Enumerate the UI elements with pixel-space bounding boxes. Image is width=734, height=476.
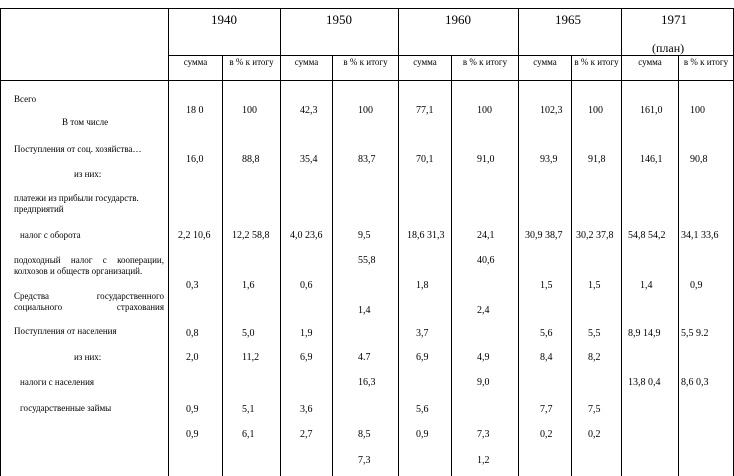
table-cell: 30,2 37,8: [576, 230, 614, 241]
column-rule: [621, 8, 622, 476]
table-cell: 2,0: [186, 352, 199, 363]
table-cell: 0,9: [186, 404, 199, 415]
row-label-of-which: из них:: [74, 352, 102, 362]
table-cell: 2,2 10,6: [178, 230, 211, 241]
table-cell: 8,6 0,3: [681, 377, 709, 388]
year-header-1940: 1940: [211, 12, 237, 27]
table-cell: 100: [358, 105, 373, 116]
table-cell: 30,9 38,7: [525, 230, 563, 241]
table-cell: 0,2: [588, 429, 601, 440]
table-cell: 77,1: [416, 105, 434, 116]
table-cell: 5,6: [416, 404, 429, 415]
subheader-sum: сумма: [533, 57, 557, 67]
table-cell: 18,6 31,3: [407, 230, 445, 241]
table-cell: 54,8 54,2: [628, 230, 666, 241]
table-cell: 0,9: [186, 429, 199, 440]
year-header-rule: [168, 55, 734, 56]
subheader-sum: сумма: [413, 57, 437, 67]
subheader-sum: сумма: [183, 57, 208, 67]
row-label-total: Всего: [14, 94, 37, 104]
table-cell: 83,7: [358, 154, 376, 165]
table-cell: 100: [477, 105, 492, 116]
subheader-percent: в % к итогу: [229, 57, 274, 67]
table-cell: 1,5: [540, 280, 553, 291]
subheader-percent: в % к итогу: [683, 57, 729, 67]
row-label-of-which: из них:: [74, 169, 102, 179]
year-header-1965: 1965: [555, 12, 581, 27]
table-cell: 7,5: [588, 404, 601, 415]
table-cell: 2,4: [477, 305, 490, 316]
row-label-profit-payments: платежи из прибыли государств. предприятий: [14, 193, 139, 214]
row-label-including: В том числе: [62, 117, 109, 127]
table-cell: 2,7: [300, 429, 313, 440]
column-rule: [222, 55, 223, 476]
table-cell: 24,1: [477, 230, 495, 241]
table-cell: 13,8 0,4: [628, 377, 661, 388]
table-cell: 8,5: [358, 429, 371, 440]
table-cell: 1,4: [640, 280, 653, 291]
table-cell: 100: [588, 105, 603, 116]
table-cell: 6,9: [416, 352, 429, 363]
table-cell: 6,9: [300, 352, 313, 363]
table-cell: 88,8: [242, 154, 260, 165]
table-cell: 100: [690, 105, 705, 116]
table-cell: 8,9 14,9: [628, 328, 661, 339]
row-label-income-tax: подоходный налог с кооперации, колхозов и обществ организаций.: [14, 255, 164, 276]
table-border-left: [0, 8, 1, 476]
year-header-1971: 1971: [661, 12, 687, 27]
subheader-sum: сумма: [638, 57, 662, 67]
column-rule: [678, 55, 679, 476]
row-label-population-revenue: Поступления от населения: [14, 326, 117, 336]
table-cell: 7,7: [540, 404, 553, 415]
table-cell: 16,3: [358, 377, 376, 388]
table-cell: 1,9: [300, 328, 313, 339]
table-cell: 3,7: [416, 328, 429, 339]
table-cell: 12,2 58,8: [232, 230, 270, 241]
column-rule: [571, 55, 572, 476]
table-cell: 0,9: [416, 429, 429, 440]
table-cell: 0,8: [186, 328, 199, 339]
table-cell: 70,1: [416, 154, 434, 165]
subheader-percent: в % к итогу: [462, 57, 508, 67]
table-cell: 102,3: [540, 105, 563, 116]
table-cell: 1,5: [588, 280, 601, 291]
table-cell: 4,0 23,6: [290, 230, 323, 241]
table-cell: 35,4: [300, 154, 318, 165]
year-header-1950: 1950: [326, 12, 352, 27]
table-cell: 0,9: [690, 280, 703, 291]
row-label-population-taxes: налоги с населения: [20, 377, 95, 387]
table-cell: 4.7: [358, 352, 371, 363]
table-cell: 11,2: [242, 352, 260, 363]
column-rule: [451, 55, 452, 476]
table-cell: 1,4: [358, 305, 371, 316]
table-cell: 5,1: [242, 404, 255, 415]
table-cell: 1,8: [416, 280, 429, 291]
subheader-percent: в % к итогу: [574, 57, 619, 67]
table-cell: 91,0: [477, 154, 495, 165]
table-cell: 146,1: [640, 154, 663, 165]
table-cell: 34,1 33,6: [681, 230, 719, 241]
table-cell: 55,8: [358, 255, 376, 266]
table-cell: 5,5: [588, 328, 601, 339]
header-bottom-rule: [0, 80, 734, 81]
table-cell: 9,5: [358, 230, 371, 241]
year-header-1960: 1960: [445, 12, 471, 27]
table-cell: 8,2: [588, 352, 601, 363]
column-rule: [518, 8, 519, 476]
table-cell: 18 0: [186, 105, 204, 116]
table-cell: 40,6: [477, 255, 495, 266]
column-rule: [398, 8, 399, 476]
table-cell: 93,9: [540, 154, 558, 165]
row-label-government-loans: государственные займы: [20, 403, 112, 413]
table-cell: 42,3: [300, 105, 318, 116]
table-cell: 0,2: [540, 429, 553, 440]
table-cell: 1,6: [242, 280, 255, 291]
table-cell: 91,8: [588, 154, 606, 165]
table-cell: 90,8: [690, 154, 708, 165]
subheader-percent: в % к итогу: [343, 57, 388, 67]
table-cell: 7,3: [358, 455, 371, 466]
table-cell: 5,5 9.2: [681, 328, 709, 339]
table-cell: 0,6: [300, 280, 313, 291]
table-cell: 5,6: [540, 328, 553, 339]
table-border-top: [0, 8, 734, 9]
table-cell: 100: [242, 105, 257, 116]
column-rule: [280, 8, 281, 476]
table-cell: 4,9: [477, 352, 490, 363]
row-label-socialist-economy: Поступления от соц. хозяйства…: [14, 144, 142, 154]
table-cell: 1,2: [477, 455, 490, 466]
table-cell: 0,3: [186, 280, 199, 291]
table-cell: 9,0: [477, 377, 490, 388]
column-rule: [332, 55, 333, 476]
table-cell: 8,4: [540, 352, 553, 363]
plan-note: (план): [652, 41, 685, 55]
table-cell: 16,0: [186, 154, 204, 165]
subheader-sum: сумма: [294, 57, 319, 67]
column-rule: [168, 8, 169, 476]
table-cell: 6,1: [242, 429, 255, 440]
table-cell: 7,3: [477, 429, 490, 440]
table-cell: 3,6: [300, 404, 313, 415]
row-label-turnover-tax: налог с оборота: [20, 230, 81, 240]
table-cell: 5,0: [242, 328, 255, 339]
row-label-social-insurance: Средства государственного социального страхования: [14, 291, 164, 312]
table-cell: 161,0: [640, 105, 663, 116]
